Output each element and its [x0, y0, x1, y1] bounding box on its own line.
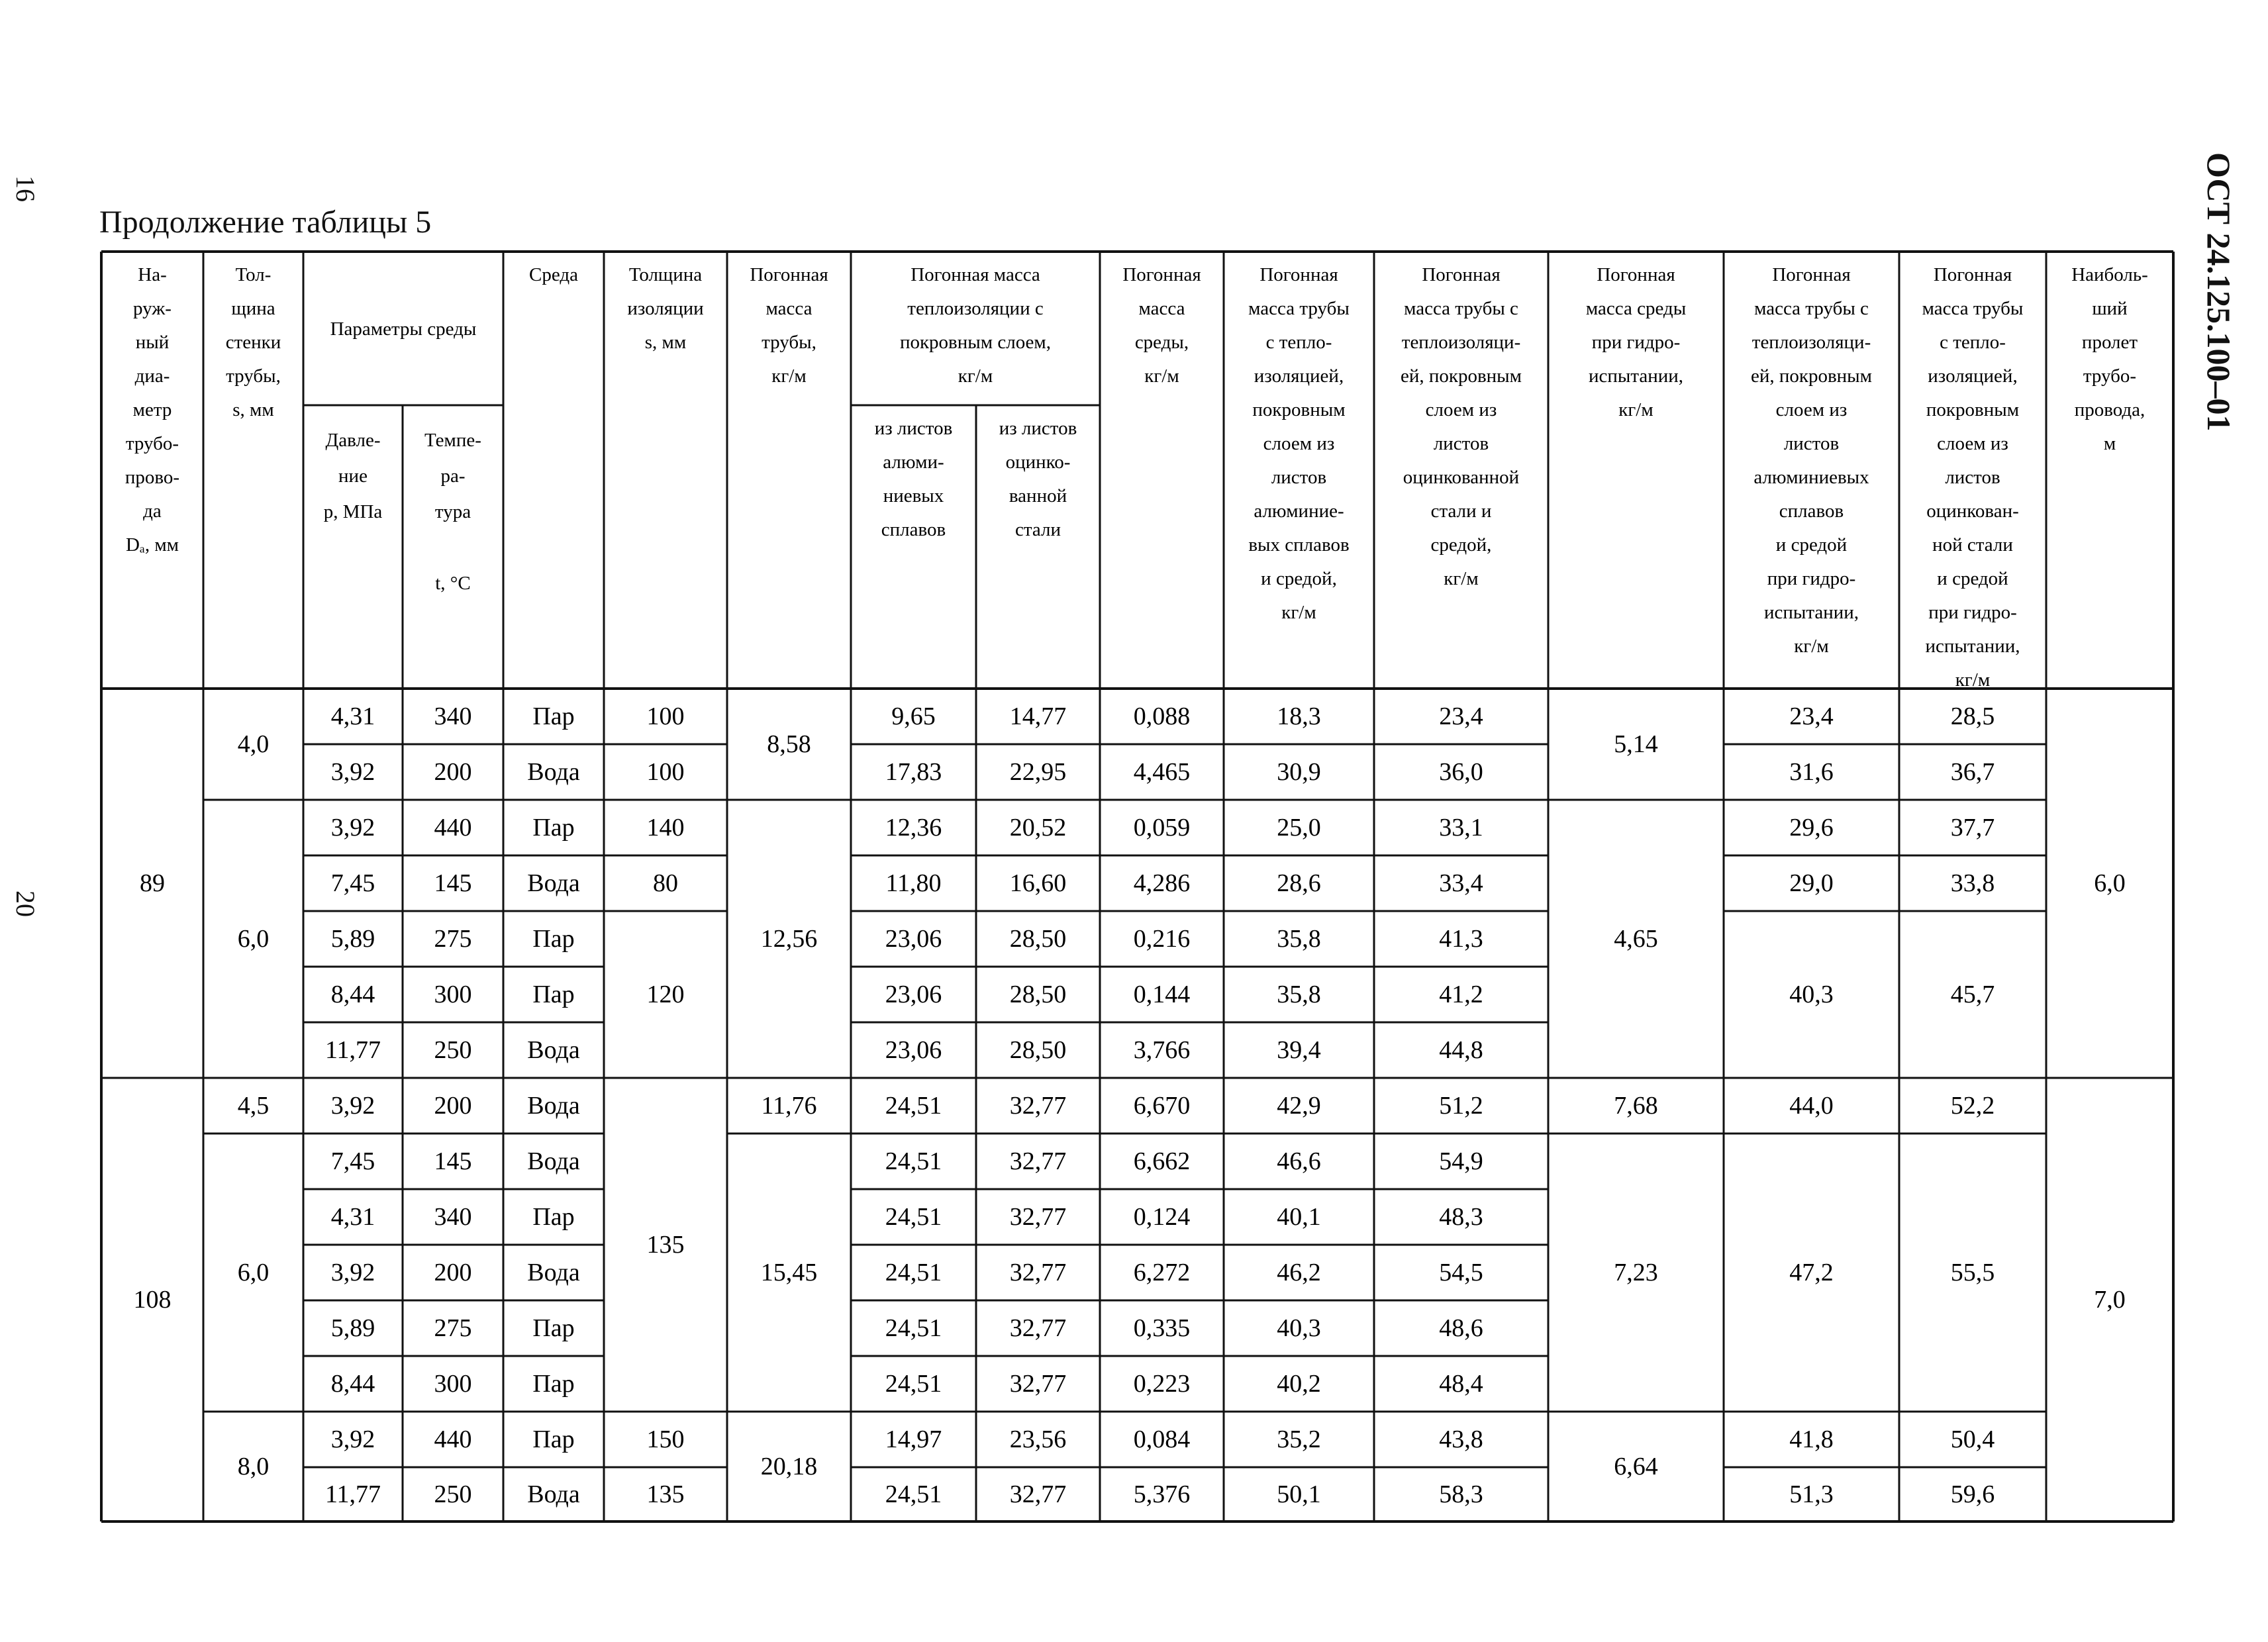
medium-cell: Пар [532, 1370, 575, 1398]
medium-cell: Пар [532, 1203, 575, 1231]
header-pressure: ние [338, 465, 368, 487]
header-pipe-zn-medium: оцинкованной [1403, 467, 1520, 488]
pipe-zn-medium-cell: 44,8 [1439, 1036, 1483, 1064]
insulation-thickness-cell: 135 [646, 1480, 685, 1508]
header-pipe-al-medium: изоляцией, [1254, 365, 1344, 387]
pipe-al-hydro-cell: 23,4 [1789, 702, 1834, 730]
medium-cell: Вода [527, 869, 580, 897]
header-max-span: ший [2092, 298, 2128, 319]
pipe-mass-cell: 20,18 [760, 1453, 818, 1480]
insulation-zn-cell: 28,50 [1009, 925, 1067, 953]
header-insulation-zn: ванной [1009, 485, 1067, 507]
header-pipe-zn-hydro: листов [1945, 467, 2000, 488]
medium-mass-cell: 6,272 [1133, 1259, 1191, 1286]
pipe-al-medium-cell: 40,2 [1277, 1370, 1321, 1398]
header-insulation-al: из листов [874, 418, 953, 439]
pipe-al-medium-cell: 35,8 [1277, 925, 1321, 953]
pipe-al-medium-cell: 50,1 [1277, 1480, 1321, 1508]
header-pipe-zn-medium: кг/м [1444, 568, 1479, 589]
temperature-cell: 340 [434, 702, 472, 730]
header-temperature: t, °С [435, 573, 471, 594]
insulation-thickness-cell: 100 [646, 702, 685, 730]
header-pipe-zn-hydro: при гидро- [1928, 602, 2017, 623]
header-medium-mass: масса [1138, 298, 1185, 319]
header-max-span: провода, [2074, 399, 2145, 420]
header-insulation-al: сплавов [881, 519, 946, 540]
max-span-cell: 6,0 [2094, 869, 2126, 897]
pipe-mass-cell: 12,56 [760, 925, 818, 953]
medium-mass-cell: 5,376 [1133, 1480, 1191, 1508]
pipe-al-hydro-cell: 31,6 [1789, 758, 1834, 786]
pipe-al-hydro-cell: 44,0 [1789, 1092, 1834, 1120]
medium-cell: Пар [532, 814, 575, 842]
temperature-cell: 300 [434, 1370, 472, 1398]
pipe-zn-medium-cell: 33,1 [1439, 814, 1483, 842]
insulation-al-cell: 24,51 [885, 1370, 942, 1398]
pipe-al-hydro-cell: 29,0 [1789, 869, 1834, 897]
header-pipe-al-hydro: испытании, [1763, 602, 1859, 623]
wall-cell: 8,0 [237, 1453, 270, 1480]
page-number: 16 [11, 175, 40, 202]
medium-cell: Пар [532, 1425, 575, 1453]
header-pipe-zn-hydro: покровным [1926, 399, 2020, 420]
medium-mass-cell: 4,286 [1133, 869, 1191, 897]
header-wall-thickness: стенки [225, 332, 281, 353]
header-pipe-al-medium: алюминие- [1254, 501, 1344, 522]
insulation-al-cell: 23,06 [885, 925, 942, 953]
header-pipe-mass: Погонная [750, 264, 828, 285]
pressure-cell: 8,44 [330, 981, 375, 1008]
pressure-cell: 3,92 [330, 1259, 375, 1286]
hydro-medium-cell: 7,23 [1614, 1259, 1658, 1286]
temperature-cell: 200 [434, 1259, 472, 1286]
header-outer-diameter: метр [132, 399, 172, 420]
table-caption: Продолжение таблицы 5 [99, 205, 432, 240]
insulation-al-cell: 24,51 [885, 1203, 942, 1231]
hydro-medium-cell: 6,64 [1614, 1453, 1658, 1480]
pipe-al-medium-cell: 40,1 [1277, 1203, 1321, 1231]
header-pipe-mass: кг/м [771, 365, 807, 387]
pipe-al-medium-cell: 30,9 [1277, 758, 1321, 786]
header-hydro-medium: испытании, [1588, 365, 1684, 387]
wall-cell: 4,0 [237, 730, 270, 758]
temperature-cell: 275 [434, 1314, 472, 1342]
header-pipe-al-medium: покровным [1252, 399, 1346, 420]
header-pipe-al-medium: слоем из [1263, 433, 1335, 454]
wall-cell: 6,0 [237, 1259, 270, 1286]
header-pipe-al-medium: вых сплавов [1248, 534, 1350, 555]
header-pipe-zn-medium: Погонная [1422, 264, 1501, 285]
pipe-zn-medium-cell: 48,3 [1439, 1203, 1483, 1231]
insulation-zn-cell: 14,77 [1009, 702, 1067, 730]
pressure-cell: 3,92 [330, 814, 375, 842]
pipe-al-medium-cell: 35,2 [1277, 1425, 1321, 1453]
pipe-al-hydro-cell: 51,3 [1789, 1480, 1834, 1508]
insulation-zn-cell: 28,50 [1009, 1036, 1067, 1064]
diameter-cell: 108 [133, 1286, 172, 1314]
insulation-zn-cell: 23,56 [1009, 1425, 1067, 1453]
insulation-zn-cell: 20,52 [1009, 814, 1067, 842]
pipe-al-medium-cell: 46,2 [1277, 1259, 1321, 1286]
header-insulation-mass: покровным слоем, [899, 332, 1052, 353]
insulation-al-cell: 11,80 [885, 869, 942, 897]
header-hydro-medium: Погонная [1597, 264, 1675, 285]
header-wall-thickness: трубы, [226, 365, 281, 387]
insulation-al-cell: 9,65 [891, 702, 936, 730]
pipe-zn-medium-cell: 54,9 [1439, 1147, 1483, 1175]
medium-cell: Вода [527, 1147, 580, 1175]
header-insulation-mass: кг/м [958, 365, 993, 387]
header-medium-mass: Погонная [1122, 264, 1201, 285]
header-insulation-zn: из листов [999, 418, 1077, 439]
temperature-cell: 250 [434, 1480, 472, 1508]
insulation-al-cell: 14,97 [885, 1425, 942, 1453]
header-medium-params: Параметры среды [330, 318, 477, 340]
temperature-cell: 145 [434, 869, 472, 897]
insulation-al-cell: 24,51 [885, 1147, 942, 1175]
insulation-zn-cell: 16,60 [1009, 869, 1067, 897]
header-wall-thickness: s, мм [232, 399, 274, 420]
pressure-cell: 3,92 [330, 1425, 375, 1453]
medium-cell: Вода [527, 1092, 580, 1120]
medium-cell: Вода [527, 758, 580, 786]
header-max-span: трубо- [2083, 365, 2137, 387]
header-pipe-al-medium: и средой, [1261, 568, 1337, 589]
header-pipe-mass: трубы, [762, 332, 816, 353]
pipe-zn-hydro-cell: 36,7 [1950, 758, 1995, 786]
header-insulation-mass: Погонная масса [911, 264, 1040, 285]
hydro-medium-cell: 5,14 [1614, 730, 1658, 758]
medium-cell: Пар [532, 1314, 575, 1342]
temperature-cell: 145 [434, 1147, 472, 1175]
pipe-zn-medium-cell: 54,5 [1439, 1259, 1483, 1286]
pipe-al-hydro-cell: 29,6 [1789, 814, 1834, 842]
pressure-cell: 4,31 [330, 702, 375, 730]
insulation-al-cell: 12,36 [885, 814, 942, 842]
medium-mass-cell: 4,465 [1133, 758, 1191, 786]
header-insulation-thickness: s, мм [644, 332, 687, 353]
header-pressure: р, МПа [323, 501, 383, 522]
header-pipe-zn-medium: средой, [1430, 534, 1492, 555]
pipe-al-medium-cell: 46,6 [1277, 1147, 1321, 1175]
header-pressure: Давле- [325, 430, 381, 451]
header-pipe-al-hydro: сплавов [1779, 501, 1844, 522]
medium-mass-cell: 0,059 [1133, 814, 1191, 842]
insulation-thickness-cell: 140 [646, 814, 685, 842]
header-medium: Среда [529, 264, 578, 285]
medium-mass-cell: 0,088 [1133, 702, 1191, 730]
header-pipe-zn-medium: теплоизоляци- [1401, 332, 1521, 353]
header-pipe-zn-medium: масса трубы с [1404, 298, 1518, 319]
pipe-zn-medium-cell: 36,0 [1439, 758, 1483, 786]
header-outer-diameter: руж- [133, 298, 172, 319]
header-outer-diameter: трубо- [125, 433, 179, 454]
temperature-cell: 200 [434, 1092, 472, 1120]
header-insulation-al: ниевых [883, 485, 944, 507]
header-pipe-al-medium: Погонная [1259, 264, 1338, 285]
pipe-zn-hydro-cell: 33,8 [1950, 869, 1995, 897]
temperature-cell: 340 [434, 1203, 472, 1231]
header-temperature: ра- [440, 465, 466, 487]
header-medium-mass: среды, [1134, 332, 1189, 353]
insulation-thickness-cell: 135 [646, 1231, 685, 1259]
medium-mass-cell: 0,335 [1133, 1314, 1191, 1342]
temperature-cell: 440 [434, 1425, 472, 1453]
medium-cell: Вода [527, 1259, 580, 1286]
medium-cell: Вода [527, 1036, 580, 1064]
header-hydro-medium: при гидро- [1591, 332, 1681, 353]
header-pipe-al-hydro: Погонная [1772, 264, 1851, 285]
header-pipe-al-hydro: теплоизоляци- [1751, 332, 1871, 353]
medium-mass-cell: 0,144 [1133, 981, 1191, 1008]
insulation-al-cell: 17,83 [885, 758, 942, 786]
insulation-al-cell: 24,51 [885, 1259, 942, 1286]
medium-cell: Пар [532, 925, 575, 953]
insulation-zn-cell: 28,50 [1009, 981, 1067, 1008]
header-hydro-medium: кг/м [1618, 399, 1653, 420]
pipe-zn-hydro-cell: 37,7 [1950, 814, 1995, 842]
header-insulation-zn: оцинко- [1005, 452, 1071, 473]
insulation-thickness-cell: 80 [653, 869, 678, 897]
header-max-span: м [2103, 433, 2116, 454]
header-pipe-al-hydro: при гидро- [1767, 568, 1856, 589]
medium-cell: Вода [527, 1480, 580, 1508]
header-temperature: Темпе- [424, 430, 481, 451]
temperature-cell: 300 [434, 981, 472, 1008]
pipe-zn-medium-cell: 51,2 [1439, 1092, 1483, 1120]
pipe-zn-medium-cell: 43,8 [1439, 1425, 1483, 1453]
temperature-cell: 250 [434, 1036, 472, 1064]
header-pipe-zn-medium: ей, покровным [1400, 365, 1522, 387]
pressure-cell: 4,31 [330, 1203, 375, 1231]
pipe-al-hydro-cell: 41,8 [1789, 1425, 1834, 1453]
medium-mass-cell: 0,216 [1133, 925, 1191, 953]
pressure-cell: 5,89 [330, 925, 375, 953]
header-pipe-zn-hydro: масса трубы [1922, 298, 2024, 319]
insulation-zn-cell: 32,77 [1009, 1092, 1067, 1120]
insulation-zn-cell: 32,77 [1009, 1314, 1067, 1342]
header-pipe-zn-medium: листов [1433, 433, 1489, 454]
pressure-cell: 3,92 [330, 1092, 375, 1120]
pipe-zn-medium-cell: 41,3 [1439, 925, 1483, 953]
medium-mass-cell: 6,662 [1133, 1147, 1191, 1175]
pipe-zn-hydro-cell: 28,5 [1950, 702, 1995, 730]
pipe-zn-hydro-cell: 45,7 [1950, 981, 1995, 1008]
header-insulation-thickness: Толщина [628, 264, 703, 285]
pressure-cell: 8,44 [330, 1370, 375, 1398]
medium-mass-cell: 0,223 [1133, 1370, 1191, 1398]
header-pipe-al-hydro: слоем из [1775, 399, 1848, 420]
header-pipe-zn-hydro: слоем из [1937, 433, 2008, 454]
header-insulation-thickness: изоляции [627, 298, 704, 319]
pipe-zn-hydro-cell: 55,5 [1950, 1259, 1995, 1286]
temperature-cell: 200 [434, 758, 472, 786]
insulation-zn-cell: 22,95 [1009, 758, 1067, 786]
header-insulation-zn: стали [1014, 519, 1061, 540]
pressure-cell: 7,45 [330, 869, 375, 897]
medium-mass-cell: 3,766 [1133, 1036, 1191, 1064]
pressure-cell: 3,92 [330, 758, 375, 786]
pipe-al-medium-cell: 42,9 [1277, 1092, 1321, 1120]
header-pipe-al-hydro: листов [1783, 433, 1840, 454]
header-pipe-zn-hydro: кг/м [1955, 669, 1991, 691]
header-pipe-al-medium: с тепло- [1265, 332, 1332, 353]
header-outer-diameter: ный [135, 332, 170, 353]
insulation-zn-cell: 32,77 [1009, 1259, 1067, 1286]
document-code: ОСТ 24.125.100–01 [2200, 152, 2238, 432]
header-pipe-al-hydro: алюминиевых [1753, 467, 1869, 488]
insulation-zn-cell: 32,77 [1009, 1203, 1067, 1231]
header-pipe-zn-hydro: оцинкован- [1926, 501, 2019, 522]
header-max-span: Наиболь- [2071, 264, 2148, 285]
header-pipe-al-medium: масса трубы [1248, 298, 1350, 319]
pipe-zn-hydro-cell: 50,4 [1950, 1425, 1995, 1453]
pipe-zn-medium-cell: 33,4 [1439, 869, 1483, 897]
header-pipe-zn-hydro: с тепло- [1940, 332, 2006, 353]
header-outer-diameter: прово- [124, 467, 180, 488]
side-page-number: 20 [11, 891, 40, 917]
header-insulation-al: алюми- [883, 452, 944, 473]
insulation-thickness-cell: 100 [646, 758, 685, 786]
pipe-al-medium-cell: 28,6 [1277, 869, 1321, 897]
header-insulation-mass: теплоизоляции с [907, 298, 1044, 319]
header-pipe-zn-medium: слоем из [1425, 399, 1497, 420]
medium-mass-cell: 0,124 [1133, 1203, 1191, 1231]
header-wall-thickness: щина [231, 298, 275, 319]
pressure-cell: 7,45 [330, 1147, 375, 1175]
max-span-cell: 7,0 [2094, 1286, 2126, 1314]
pipe-al-medium-cell: 35,8 [1277, 981, 1321, 1008]
header-pipe-zn-medium: стали и [1430, 501, 1492, 522]
insulation-al-cell: 23,06 [885, 981, 942, 1008]
pipe-zn-medium-cell: 58,3 [1439, 1480, 1483, 1508]
medium-mass-cell: 0,084 [1133, 1425, 1191, 1453]
hydro-medium-cell: 7,68 [1614, 1092, 1658, 1120]
insulation-al-cell: 24,51 [885, 1480, 942, 1508]
pipe-zn-medium-cell: 48,4 [1439, 1370, 1483, 1398]
header-temperature: тура [434, 501, 471, 522]
header-pipe-al-hydro: масса трубы с [1754, 298, 1869, 319]
pipe-mass-cell: 8,58 [767, 730, 811, 758]
insulation-al-cell: 24,51 [885, 1092, 942, 1120]
pipe-al-medium-cell: 40,3 [1277, 1314, 1321, 1342]
header-outer-diameter-unit: Dₐ, мм [125, 534, 179, 555]
pipe-mass-cell: 15,45 [760, 1259, 818, 1286]
header-outer-diameter: диа- [134, 365, 170, 387]
wall-cell: 4,5 [237, 1092, 270, 1120]
insulation-thickness-cell: 150 [646, 1425, 685, 1453]
pipe-zn-medium-cell: 48,6 [1439, 1314, 1483, 1342]
insulation-al-cell: 24,51 [885, 1314, 942, 1342]
header-pipe-zn-hydro: изоляцией, [1928, 365, 2018, 387]
pipe-al-hydro-cell: 47,2 [1789, 1259, 1834, 1286]
insulation-thickness-cell: 120 [646, 981, 685, 1008]
header-outer-diameter: На- [138, 264, 167, 285]
pipe-zn-medium-cell: 41,2 [1439, 981, 1483, 1008]
medium-mass-cell: 6,670 [1133, 1092, 1191, 1120]
header-pipe-mass: масса [765, 298, 813, 319]
header-wall-thickness: Тол- [235, 264, 271, 285]
pipe-zn-hydro-cell: 59,6 [1950, 1480, 1995, 1508]
medium-cell: Пар [532, 702, 575, 730]
medium-cell: Пар [532, 981, 575, 1008]
header-outer-diameter: да [143, 501, 162, 522]
header-pipe-al-medium: листов [1271, 467, 1327, 488]
header-pipe-zn-hydro: и средой [1937, 568, 2008, 589]
pipe-zn-medium-cell: 23,4 [1439, 702, 1483, 730]
header-medium-mass: кг/м [1144, 365, 1179, 387]
insulation-al-cell: 23,06 [885, 1036, 942, 1064]
header-hydro-medium: масса среды [1585, 298, 1687, 319]
pipe-al-hydro-cell: 40,3 [1789, 981, 1834, 1008]
header-pipe-zn-hydro: испытании, [1925, 636, 2020, 657]
header-pipe-zn-hydro: ной стали [1932, 534, 2013, 555]
temperature-cell: 440 [434, 814, 472, 842]
header-max-span: пролет [2081, 332, 2138, 353]
header-pipe-zn-hydro: Погонная [1933, 264, 2012, 285]
diameter-cell: 89 [140, 869, 165, 897]
insulation-zn-cell: 32,77 [1009, 1480, 1067, 1508]
insulation-zn-cell: 32,77 [1009, 1147, 1067, 1175]
pipe-mass-cell: 11,76 [761, 1092, 817, 1120]
header-pipe-al-hydro: кг/м [1794, 636, 1829, 657]
pressure-cell: 11,77 [324, 1480, 381, 1508]
header-pipe-al-medium: кг/м [1281, 602, 1316, 623]
pipe-al-medium-cell: 18,3 [1277, 702, 1321, 730]
temperature-cell: 275 [434, 925, 472, 953]
header-pipe-al-hydro: и средой [1775, 534, 1848, 555]
pressure-cell: 11,77 [324, 1036, 381, 1064]
pipe-al-medium-cell: 39,4 [1277, 1036, 1321, 1064]
pressure-cell: 5,89 [330, 1314, 375, 1342]
pipe-zn-hydro-cell: 52,2 [1950, 1092, 1995, 1120]
wall-cell: 6,0 [237, 925, 270, 953]
pipe-al-medium-cell: 25,0 [1277, 814, 1321, 842]
hydro-medium-cell: 4,65 [1614, 925, 1658, 953]
header-pipe-al-hydro: ей, покровным [1750, 365, 1873, 387]
insulation-zn-cell: 32,77 [1009, 1370, 1067, 1398]
